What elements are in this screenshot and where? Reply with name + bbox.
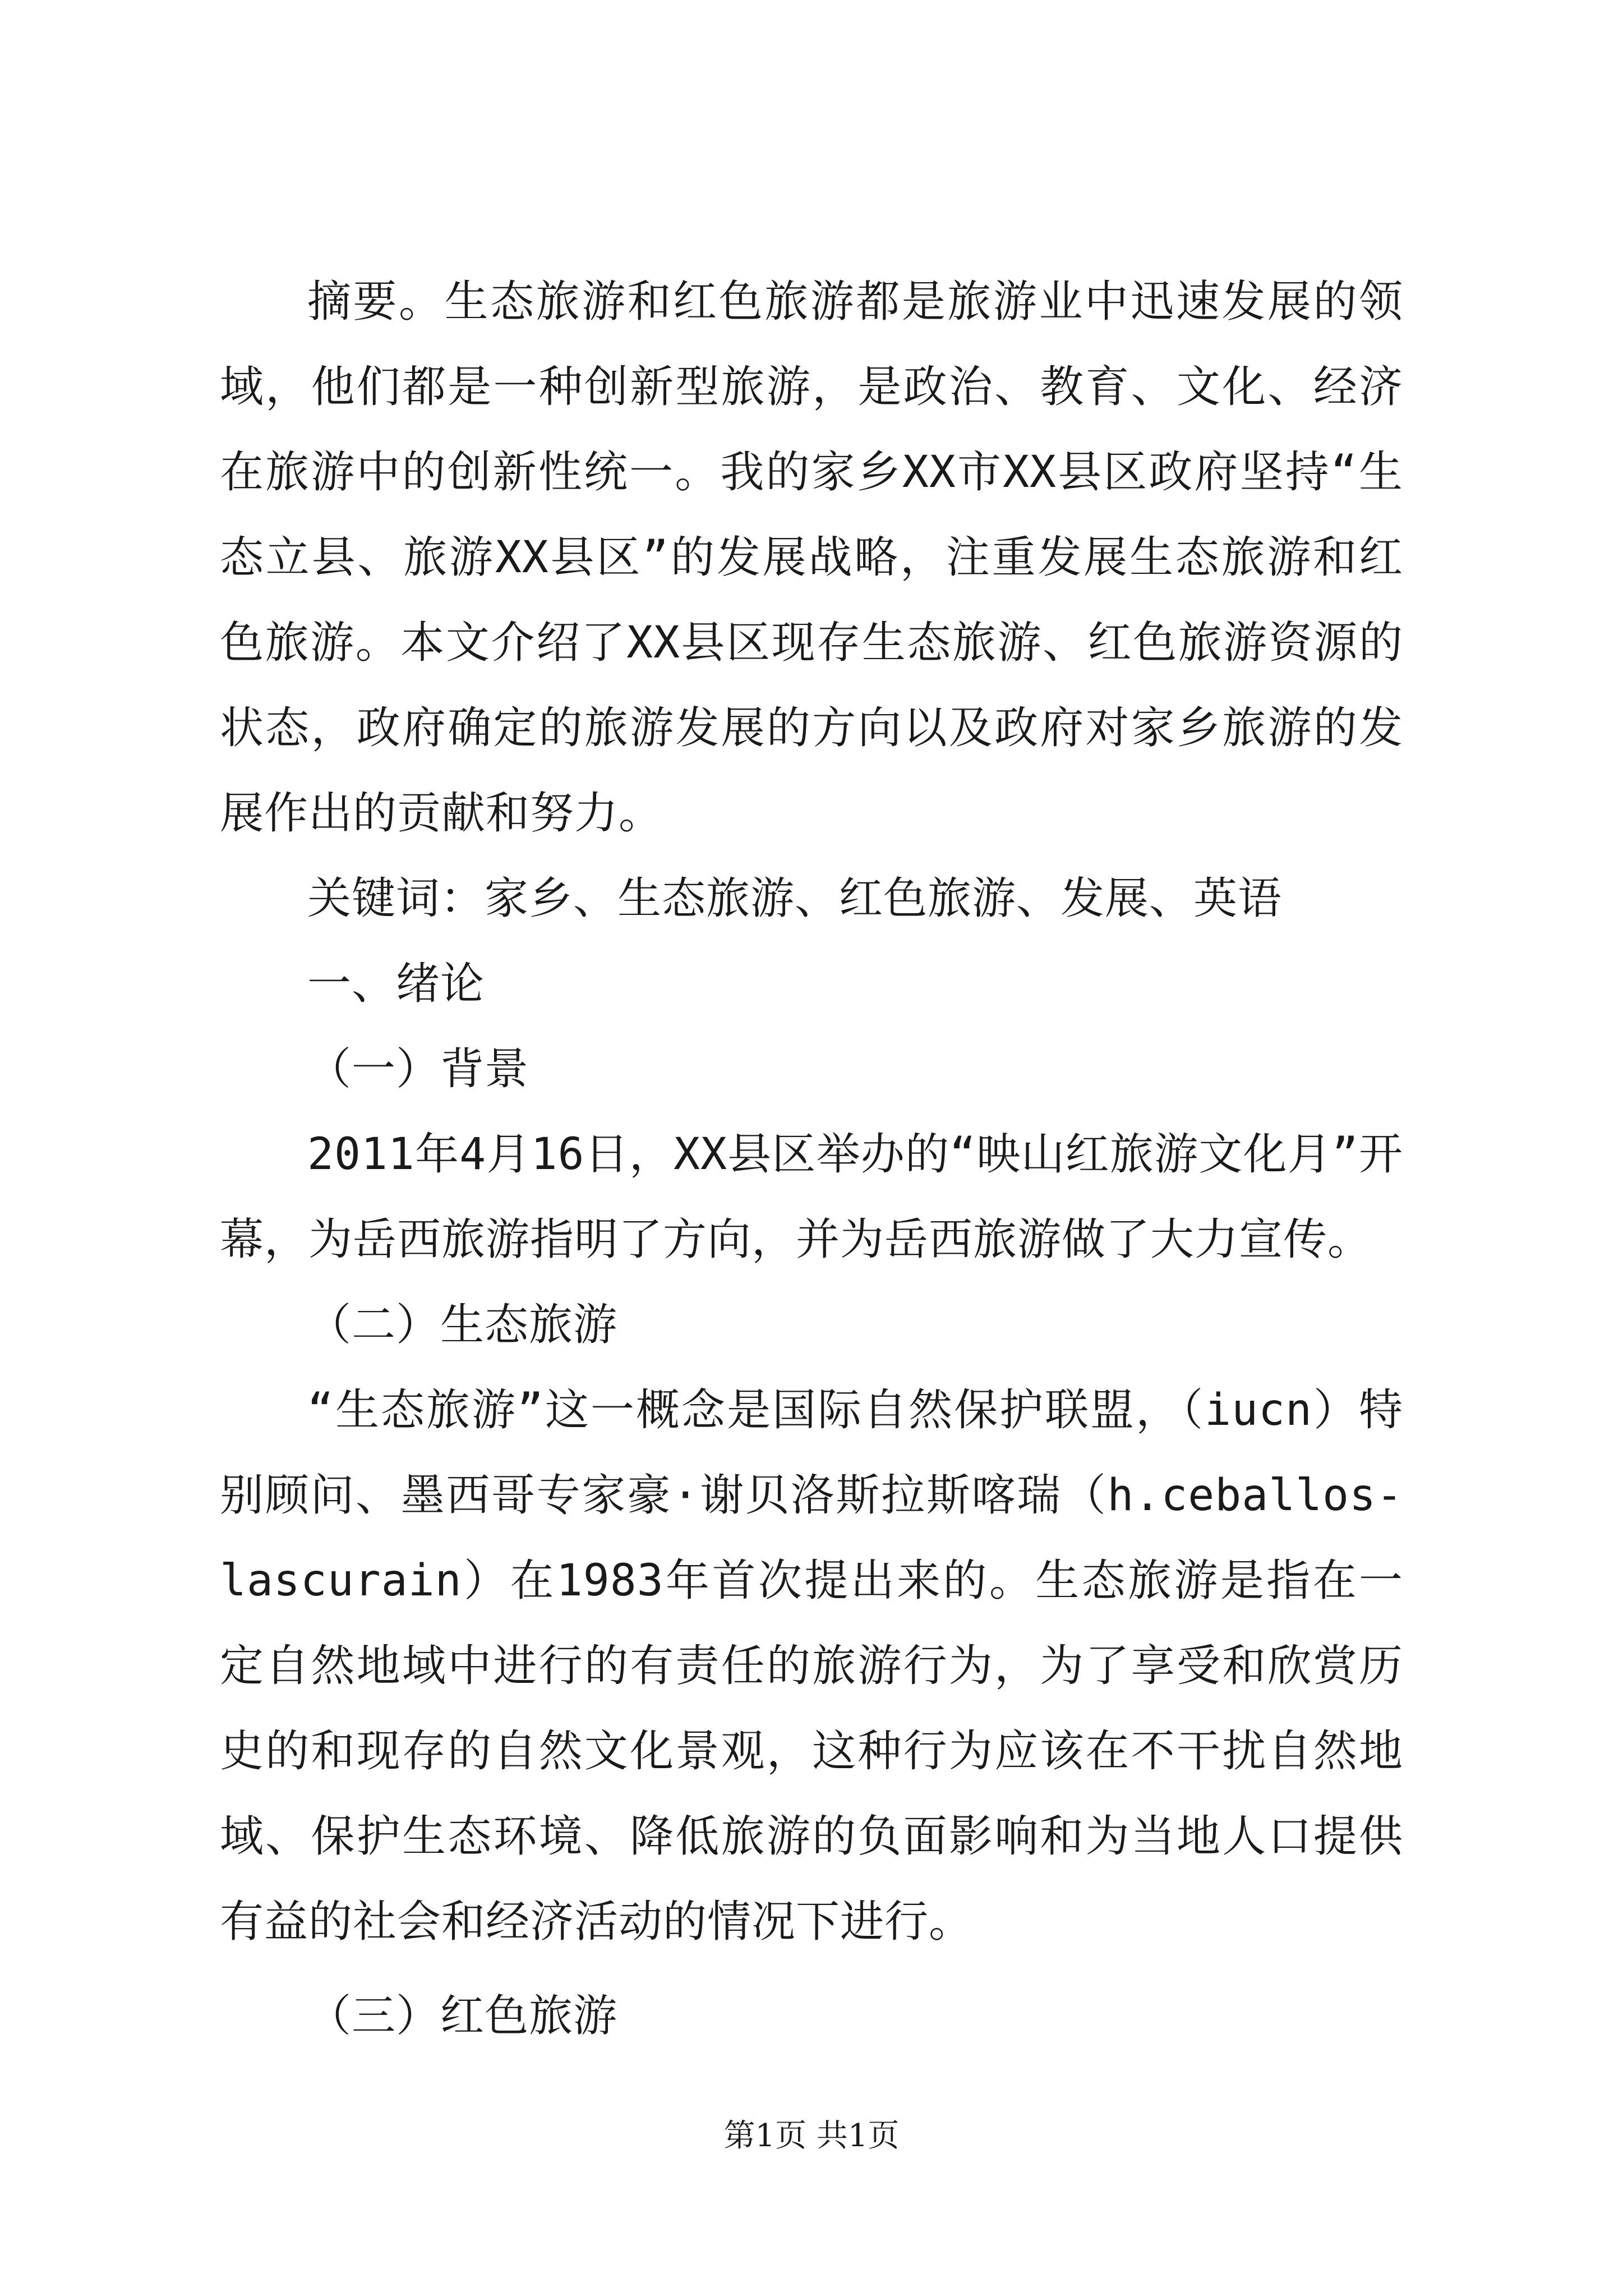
document-body: [220, 259, 1403, 2059]
subsection-heading-eco-tourism: （二）生态旅游: [307, 1300, 618, 1350]
abstract-paragraph: 摘要。生态旅游和红色旅游都是旅游业中迅速发展的领域，他们都是一种创新型旅游，是政治、教育、文化、经济在旅游中的创新性统一。我的家乡XX市XX县区政府坚持“生态立县、旅游XX县区”的发展战略，注重发展生态旅游和红色旅游。本文介绍了XX县区现存生态旅游、红色旅游资源的状态，政府确定的旅游发展的方向以及政府对家乡旅游的发展作出的贡献和努力。: [220, 277, 1403, 839]
subsection-heading-red-tourism: （三）红色旅游: [307, 1991, 618, 2041]
section-heading-introduction: 一、绪论: [307, 959, 485, 1009]
keywords-line: 关键词：家乡、生态旅游、红色旅游、发展、英语: [307, 873, 1283, 924]
subsection-heading-background: （一）背景: [307, 1044, 529, 1094]
page-footer: 第1页 共1页: [723, 2118, 900, 2154]
background-paragraph: 2011年4月16日，XX县区举办的“映山红旅游文化月”开幕，为岳西旅游指明了方向，并为岳西旅游做了大力宣传。: [220, 1129, 1403, 1265]
eco-tourism-paragraph: “生态旅游”这一概念是国际自然保护联盟，（iucn）特别顾问、墨西哥专家豪·谢贝洛斯拉斯喀瑞（h.ceballos-lascurain）在1983年首次提出来的。生态旅游是指在一定自然地域中进行的有责任的旅游行为，为了享受和欣赏历史的和现存的自然文化景观，这种行为应该在不干扰自然地域、保护生态环境、降低旅游的负面影响和为当地人口提供有益的社会和经济活动的情况下进行。: [220, 1385, 1403, 1947]
